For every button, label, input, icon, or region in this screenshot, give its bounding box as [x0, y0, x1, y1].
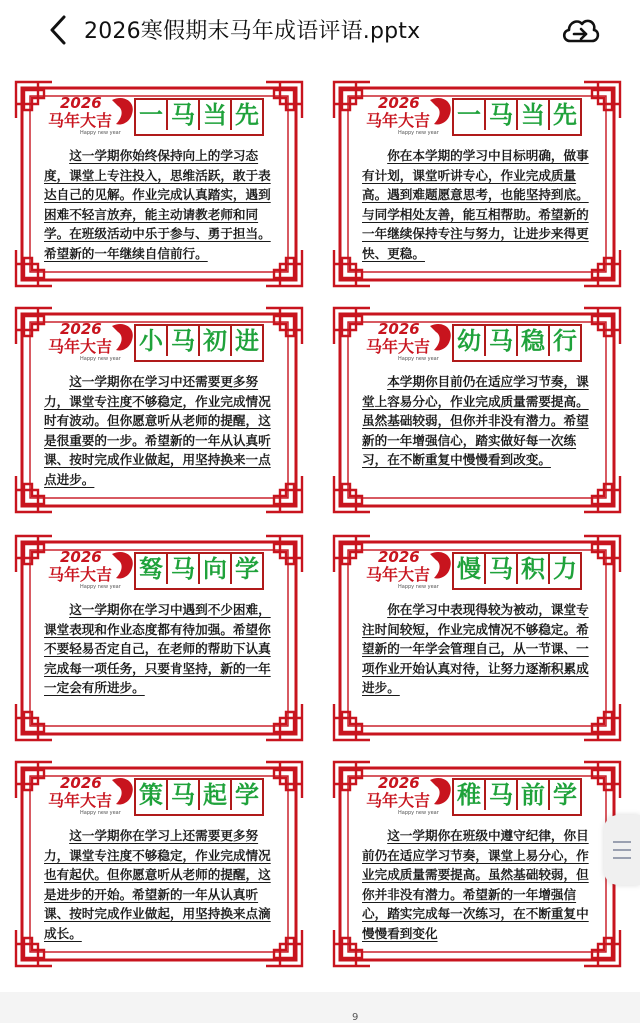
comment-card: [332, 80, 622, 288]
svg-text:马年大吉: 马年大吉: [48, 565, 113, 584]
svg-text:2026: 2026: [60, 548, 102, 566]
svg-text:2026: 2026: [378, 774, 420, 792]
comment-text: 这一学期你在学习中遇到不少困难，课堂表现和作业态度都有待加强。希望你不要轻易否定自己，在老师的帮助下认真完成每一项任务，只要肯坚持，新的一年一定会有所进步。: [44, 602, 271, 695]
idiom-char: 稚: [454, 780, 486, 810]
document-title: 2026寒假期末马年成语评语.pptx: [84, 19, 421, 44]
idiom-char: 马: [168, 100, 200, 130]
svg-text:2026: 2026: [378, 320, 420, 338]
menu-lines-icon: [613, 841, 631, 843]
svg-text:马年大吉: 马年大吉: [48, 337, 113, 356]
comment-card: [14, 760, 304, 968]
idiom-char: 学: [235, 781, 259, 809]
idiom-char: 马: [486, 554, 518, 584]
idiom-char: 马: [168, 326, 200, 356]
top-bar: [0, 0, 640, 60]
comment-text: 这一学期你在班级中遵守纪律，你目前仍在适应学习节奏，课堂上易分心，作业完成质量需要提高。虽然基础较弱，但你并非没有潜力。希望新的一年增强信心，踏实完成每一次练习，在不断重复中慢慢看到变化: [362, 828, 589, 941]
idiom-title: [452, 778, 582, 816]
svg-text:Happy new year: Happy new year: [80, 356, 121, 362]
svg-text:2026: 2026: [60, 774, 102, 792]
idiom-char: 向: [200, 554, 232, 584]
side-menu-handle[interactable]: [604, 815, 640, 885]
svg-text:马年大吉: 马年大吉: [48, 111, 113, 130]
idiom-char: 一: [136, 100, 168, 130]
comment-text: 这一学期你在学习中还需要更多努力，课堂专注度不够稳定，作业完成情况时有波动。但你愿意听从老师的提醒，这是很重要的一步。希望新的一年从认真听课、按时完成作业做起，用坚持换来一点点进步。: [44, 374, 271, 487]
idiom-char: 积: [518, 554, 550, 584]
idiom-char: 行: [553, 327, 577, 355]
slide-page: [0, 60, 640, 1023]
idiom-char: 马: [168, 780, 200, 810]
idiom-title: [134, 324, 264, 362]
svg-text:Happy new year: Happy new year: [80, 584, 121, 590]
idiom-char: 起: [200, 780, 232, 810]
year-of-horse-logo: [364, 318, 456, 362]
comment-card: [332, 760, 622, 968]
cloud-upload-button[interactable]: [560, 12, 600, 48]
comment-card: [14, 306, 304, 514]
svg-text:马年大吉: 马年大吉: [48, 791, 113, 810]
idiom-char: 学: [235, 555, 259, 583]
idiom-char: 策: [136, 780, 168, 810]
idiom-char: 力: [553, 555, 577, 583]
svg-text:马年大吉: 马年大吉: [366, 111, 431, 130]
idiom-char: 幼: [454, 326, 486, 356]
year-of-horse-logo: [46, 772, 138, 816]
idiom-title: [452, 324, 582, 362]
svg-text:2026: 2026: [60, 320, 102, 338]
page-number: 9: [352, 1012, 359, 1023]
year-of-horse-logo: [46, 318, 138, 362]
svg-text:马年大吉: 马年大吉: [366, 791, 431, 810]
idiom-char: 驽: [136, 554, 168, 584]
comment-card: [14, 80, 304, 288]
svg-text:马年大吉: 马年大吉: [366, 565, 431, 584]
idiom-char: 马: [486, 100, 518, 130]
idiom-char: 一: [454, 100, 486, 130]
comment-text: 你在学习中表现得较为被动，课堂专注时间较短，作业完成情况不够稳定。希望新的一年学会管理自己，从一节课、一项作业开始认真对待，让努力逐渐积累成进步。: [362, 602, 589, 695]
svg-text:Happy new year: Happy new year: [398, 130, 439, 136]
svg-text:Happy new year: Happy new year: [80, 130, 121, 136]
idiom-char: 先: [553, 101, 577, 129]
svg-text:2026: 2026: [60, 94, 102, 112]
comment-text: 这一学期你始终保持向上的学习态度，课堂上专注投入，思维活跃，敢于表达自己的见解。作业完成认真踏实，遇到困难不轻言放弃，能主动请教老师和同学。在班级活动中乐于参与、勇于担当。希望新的一年继续自信前行。: [44, 148, 271, 261]
idiom-char: 马: [486, 326, 518, 356]
idiom-title: [452, 98, 582, 136]
cloud-upload-icon: [560, 13, 600, 47]
idiom-char: 当: [200, 100, 232, 130]
idiom-char: 初: [200, 326, 232, 356]
svg-text:Happy new year: Happy new year: [80, 810, 121, 816]
comment-card: [332, 534, 622, 742]
svg-text:2026: 2026: [378, 94, 420, 112]
idiom-char: 稳: [518, 326, 550, 356]
back-button[interactable]: [40, 12, 76, 48]
svg-text:马年大吉: 马年大吉: [366, 337, 431, 356]
year-of-horse-logo: [46, 546, 138, 590]
comment-text: 你在本学期的学习中目标明确，做事有计划，课堂听讲专心，作业完成质量高。遇到难题愿意思考，也能坚持到底。与同学相处友善，能互相帮助。希望新的一年继续保持专注与努力，让进步来得更快、更稳。: [362, 148, 589, 261]
svg-text:2026: 2026: [378, 548, 420, 566]
svg-text:Happy new year: Happy new year: [398, 584, 439, 590]
comment-text: 本学期你目前仍在适应学习节奏，课堂上容易分心，作业完成质量需要提高。虽然基础较弱，但你并非没有潜力。希望新的一年增强信心，踏实做好每一次练习，在不断重复中慢慢看到改变。: [362, 374, 589, 467]
idiom-char: 前: [518, 780, 550, 810]
idiom-title: [134, 552, 264, 590]
comment-card: [14, 534, 304, 742]
comment-text: 这一学期你在学习上还需要更多努力，课堂专注度不够稳定，作业完成情况也有起伏。但你愿意听从老师的提醒，这是进步的开始。希望新的一年从认真听课、按时完成作业做起，用坚持换来点滴成长。: [44, 828, 271, 941]
idiom-char: 当: [518, 100, 550, 130]
idiom-char: 进: [235, 327, 259, 355]
year-of-horse-logo: [46, 92, 138, 136]
idiom-char: 慢: [454, 554, 486, 584]
year-of-horse-logo: [364, 546, 456, 590]
idiom-title: [134, 98, 264, 136]
year-of-horse-logo: [364, 772, 456, 816]
idiom-char: 马: [168, 554, 200, 584]
idiom-char: 马: [486, 780, 518, 810]
idiom-title: [134, 778, 264, 816]
chevron-left-icon: [48, 14, 68, 46]
svg-text:Happy new year: Happy new year: [398, 810, 439, 816]
idiom-char: 学: [553, 781, 577, 809]
comment-card: [332, 306, 622, 514]
svg-text:Happy new year: Happy new year: [398, 356, 439, 362]
idiom-char: 先: [235, 101, 259, 129]
idiom-char: 小: [136, 326, 168, 356]
idiom-title: [452, 552, 582, 590]
year-of-horse-logo: [364, 92, 456, 136]
